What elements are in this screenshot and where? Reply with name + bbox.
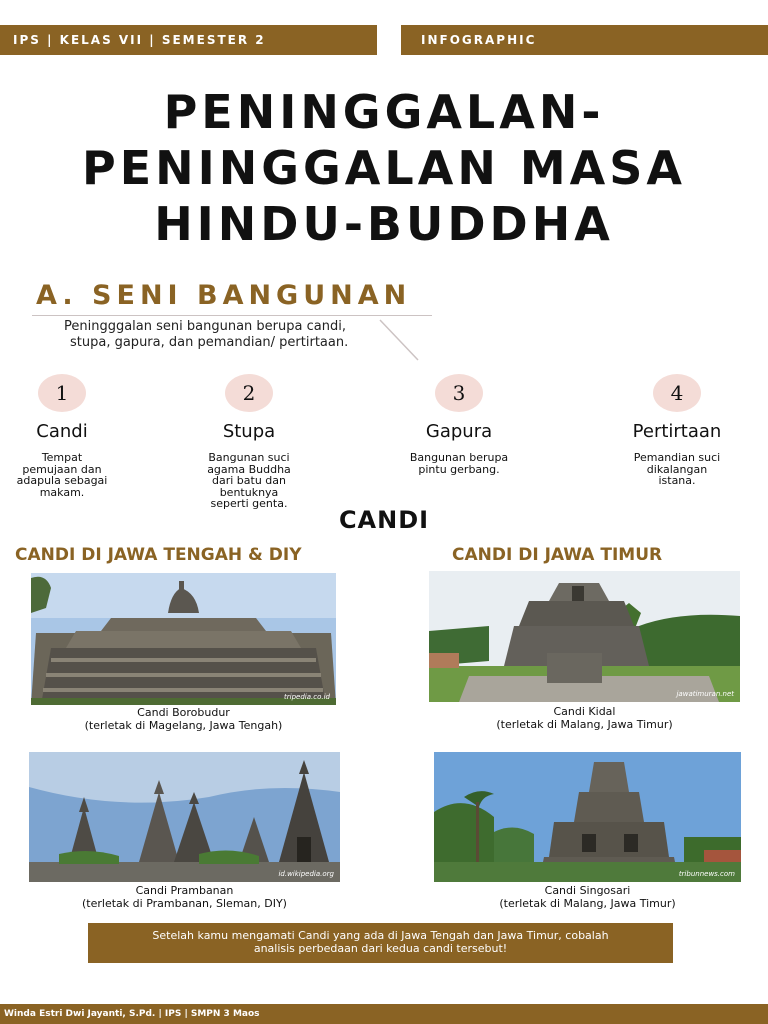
type-item-candi bbox=[0, 374, 137, 498]
type-name: Candi bbox=[36, 421, 88, 442]
caption-prambanan bbox=[29, 885, 340, 910]
section-intro-line-1: Peningggalan seni bangunan berupa candi, bbox=[64, 319, 346, 334]
type-description-line: pemujaan dan bbox=[22, 462, 102, 476]
type-item-stupa bbox=[174, 374, 324, 510]
header-band-infographic-text: INFOGRAPHIC bbox=[421, 33, 537, 47]
type-description-line: Bangunan berupa bbox=[409, 451, 509, 464]
photo-borobudur bbox=[31, 573, 336, 705]
photo-prambanan bbox=[29, 752, 340, 882]
header-band-subject-text: IPS | KELAS VII | SEMESTER 2 bbox=[13, 33, 266, 47]
type-description-line: adapula sebagai bbox=[16, 474, 108, 487]
type-description-line: pintu gerbang. bbox=[418, 462, 500, 476]
section-intro bbox=[64, 319, 384, 351]
type-description-line: Pemandian suci bbox=[633, 451, 721, 464]
instruction-line-1: Setelah kamu mengamati Candi yang ada di Jawa Tengah dan Jawa Timur, cobalah bbox=[152, 929, 609, 942]
main-title-line-1: PENINGGALAN- bbox=[163, 85, 605, 139]
building-types bbox=[0, 374, 768, 514]
type-description bbox=[0, 452, 137, 498]
type-item-pertirtaan bbox=[602, 374, 752, 487]
photo-credit: id.wikipedia.org bbox=[278, 870, 334, 878]
caption-location: (terletak di Malang, Jawa Timur) bbox=[496, 717, 673, 731]
photo-credit: tribunnews.com bbox=[678, 870, 735, 878]
caption-location: (terletak di Malang, Jawa Timur) bbox=[499, 896, 676, 910]
candi-heading: CANDI bbox=[338, 506, 430, 534]
footer-band bbox=[0, 1004, 768, 1024]
caption-singosari bbox=[434, 885, 741, 910]
caption-location: (terletak di Magelang, Jawa Tengah) bbox=[84, 718, 283, 732]
photo-kidal bbox=[429, 571, 740, 702]
type-name: Stupa bbox=[222, 421, 276, 442]
type-description bbox=[174, 452, 324, 510]
type-description-line: dari batu dan bbox=[212, 474, 286, 487]
type-number-badge: 2 bbox=[225, 374, 273, 412]
main-title-line-2: PENINGGALAN MASA bbox=[82, 141, 686, 195]
type-name: Gapura bbox=[425, 421, 493, 442]
photo-credit: jawatimuran.net bbox=[676, 690, 734, 698]
type-number-badge: 3 bbox=[435, 374, 483, 412]
header-band-subject bbox=[0, 25, 377, 55]
caption-title: Candi Singosari bbox=[544, 884, 631, 897]
caption-title: Candi Prambanan bbox=[135, 884, 234, 897]
type-description-line: makam. bbox=[39, 485, 85, 499]
type-number-badge: 4 bbox=[653, 374, 701, 412]
main-title bbox=[0, 84, 768, 252]
type-number-badge: 1 bbox=[38, 374, 86, 412]
section-intro-line-2: stupa, gapura, dan pemandian/ pertirtaan. bbox=[70, 335, 349, 350]
type-description-line: Tempat bbox=[41, 451, 83, 464]
caption-borobudur bbox=[31, 707, 336, 732]
type-name: Pertirtaan bbox=[632, 421, 722, 442]
photo-singosari bbox=[434, 752, 741, 882]
type-description-line: bentuknya bbox=[219, 485, 279, 499]
type-description bbox=[602, 452, 752, 487]
photo-credit: tripedia.co.id bbox=[284, 693, 330, 701]
caption-location: (terletak di Prambanan, Sleman, DIY) bbox=[82, 896, 287, 910]
main-title-line-3: HINDU-BUDDHA bbox=[154, 197, 614, 251]
section-underline bbox=[32, 315, 432, 316]
caption-kidal bbox=[429, 706, 740, 731]
type-description-line: Bangunan suci bbox=[208, 451, 290, 464]
type-description-line: seperti genta. bbox=[210, 497, 288, 510]
region-heading-east-java: CANDI DI JAWA TIMUR bbox=[452, 545, 663, 565]
header-band-infographic bbox=[401, 25, 768, 55]
section-heading: A. SENI BANGUNAN bbox=[36, 280, 412, 311]
type-description-line: istana. bbox=[658, 474, 696, 487]
instruction-line-2: analisis perbedaan dari kedua candi tersebut! bbox=[253, 942, 508, 955]
type-item-gapura bbox=[384, 374, 534, 475]
type-description-line: dikalangan bbox=[646, 462, 708, 476]
instruction-callout bbox=[88, 923, 673, 963]
region-heading-central-java: CANDI DI JAWA TENGAH & DIY bbox=[15, 545, 302, 565]
type-description-line: agama Buddha bbox=[207, 462, 291, 476]
caption-title: Candi Kidal bbox=[553, 705, 616, 718]
caption-title: Candi Borobudur bbox=[137, 706, 230, 719]
footer-credit: Winda Estri Dwi Jayanti, S.Pd. | IPS | SMPN 3 Maos bbox=[4, 1009, 260, 1019]
type-description bbox=[384, 452, 534, 475]
